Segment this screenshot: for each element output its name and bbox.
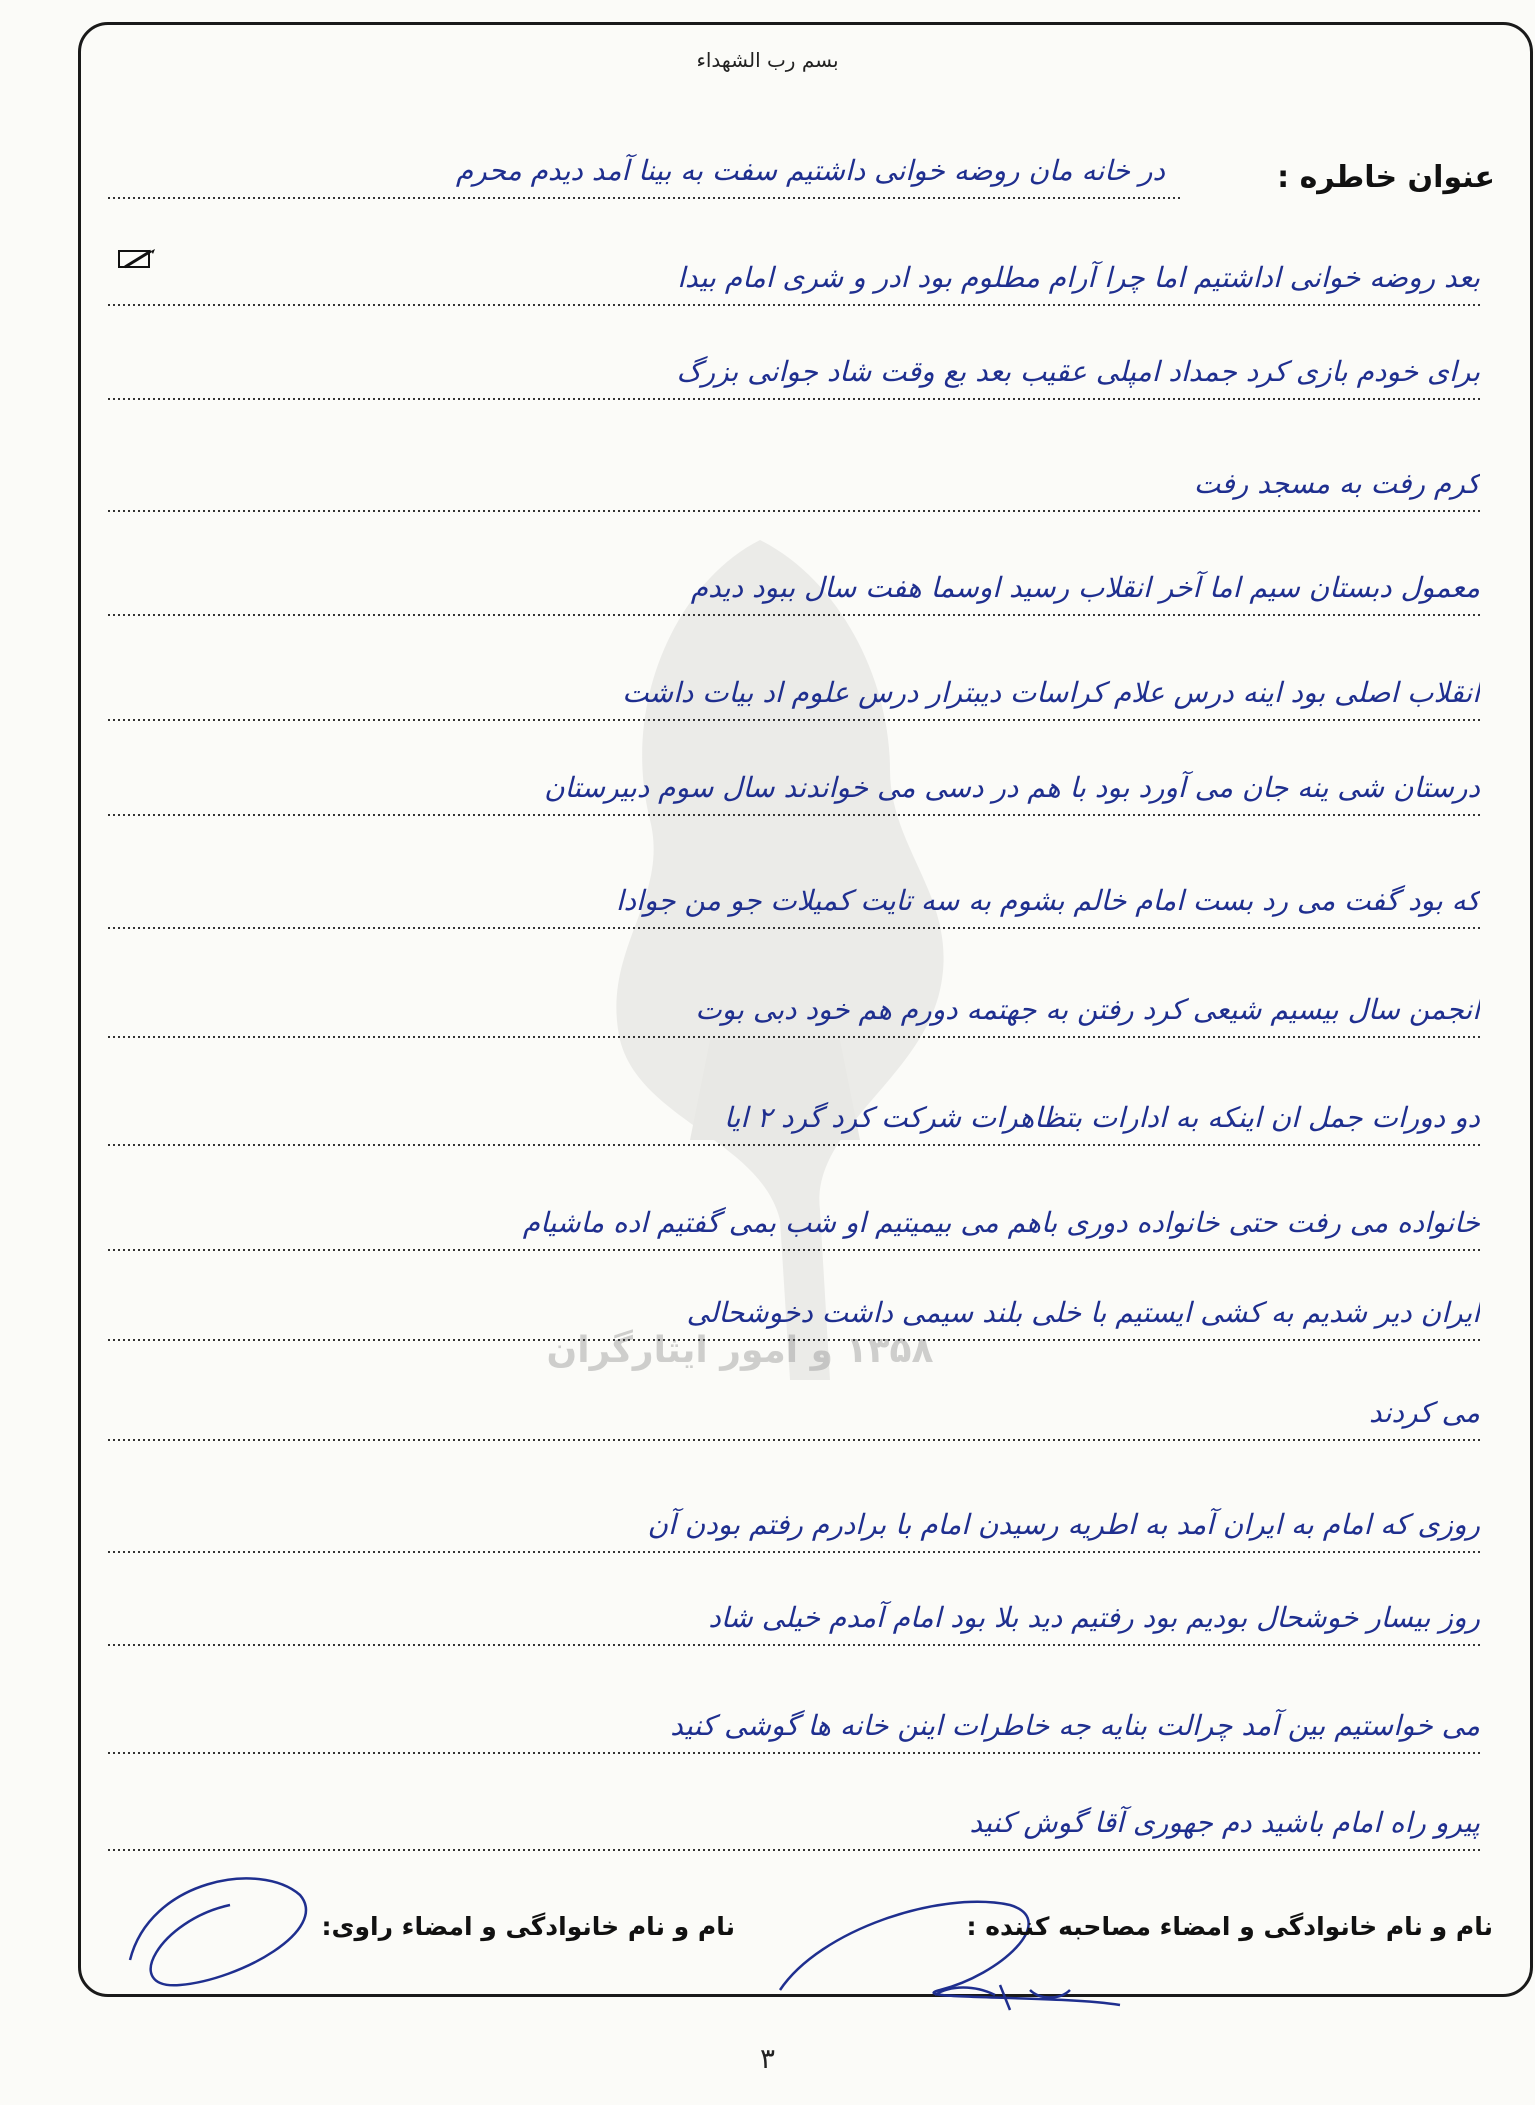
memoir-title-label: عنوان خاطره : bbox=[1277, 160, 1495, 195]
page-header: بسم رب الشهداء bbox=[696, 48, 839, 72]
watermark-text: ۱۳۵۸ و امور ایثارگران bbox=[546, 1330, 934, 1371]
memoir-line-11: خانواده می رفت حتی خانواده دوری باهم می بیمیتیم او شب بمی گفتیم اده ماشیام bbox=[522, 1206, 1480, 1239]
memoir-line-12: ایران دیر شدیم به کشی ایستیم با خلی بلند سیمی داشت دخوشحالی bbox=[686, 1296, 1480, 1329]
memoir-line-14: روزی که امام به ایران آمد به اطریه رسیدن امام با برادرم رفتم بودن آن bbox=[647, 1508, 1480, 1541]
memoir-line-4: کرم رفت به مسجد رفت bbox=[1193, 467, 1480, 500]
memoir-line-3: برای خودم بازی کرد جمداد امپلی عقیب بعد بع وقت شاد جوانی بزرگ bbox=[676, 355, 1480, 388]
interviewer-signature-label: نام و نام خانوادگی و امضاء مصاحبه کننده : bbox=[966, 1912, 1493, 1941]
memoir-line-1: در خانه مان روضه خوانی داشتیم سفت به بینا آمد دیدم محرم bbox=[455, 154, 1165, 187]
memoir-line-2: بعد روضه خوانی اداشتیم اما چرا آرام مطلوم بود ادر و شری امام بیدا bbox=[677, 261, 1480, 294]
memoir-line-15: روز بیسار خوشحال بودیم بود رفتیم دید بلا بود امام آمدم خیلی شاد bbox=[708, 1601, 1480, 1634]
page-number: ۳ bbox=[759, 2042, 776, 2075]
memoir-line-16: می خواستیم بین آمد چرالت بنایه جه خاطرات اینن خانه ها گوشی کنید bbox=[670, 1709, 1480, 1742]
memoir-line-17: پیرو راه امام باشید دم جهوری آقا گوش کنید bbox=[969, 1806, 1480, 1839]
memoir-line-13: می کردند bbox=[1369, 1396, 1480, 1429]
memoir-line-10: دو دورات جمل ان اینکه به ادارات بتظاهرات شرکت کرد گرد ۲ ایا bbox=[724, 1101, 1480, 1134]
memoir-line-9: انجمن سال بیسیم شیعی کرد رفتن به جهتمه دورم هم خود دبی بوت bbox=[695, 993, 1480, 1026]
memoir-line-6: انقلاب اصلی بود اینه درس علام کراسات دیبترار درس علوم اد بیات داشت bbox=[622, 676, 1480, 709]
narrator-signature-label: نام و نام خانوادگی و امضاء راوی: bbox=[321, 1912, 735, 1941]
memoir-line-8: که بود گفت می رد بست امام خالم بشوم به سه تایت کمیلات جو من جوادا bbox=[615, 884, 1480, 917]
memoir-line-5: معمول دبستان سیم اما آخر انقلاب رسید اوسما هفت سال ببود دیدم bbox=[690, 571, 1480, 604]
memoir-line-7: درستان شی ینه جان می آورد بود با هم در دسی می خواندند سال سوم دبیرستان bbox=[544, 771, 1480, 804]
